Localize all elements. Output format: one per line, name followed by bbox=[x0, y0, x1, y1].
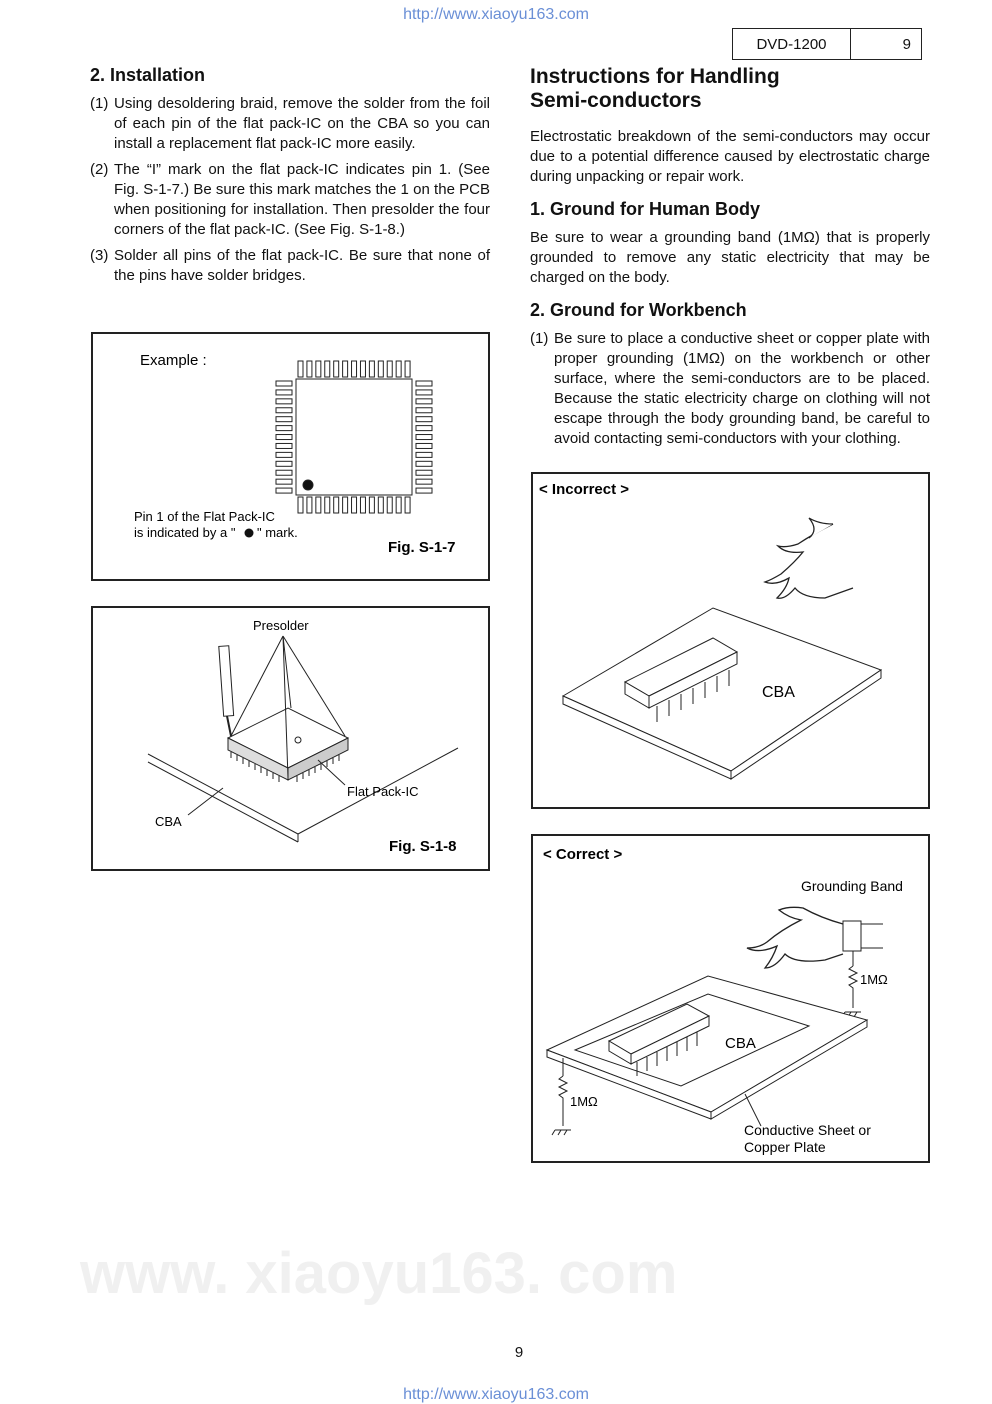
ic-pin bbox=[276, 399, 292, 404]
pin1-note-a: is indicated by a " bbox=[134, 525, 236, 540]
ic-pin bbox=[325, 497, 330, 513]
ic-body bbox=[296, 379, 412, 495]
human-body-title: 1. Ground for Human Body bbox=[530, 199, 761, 219]
ic-pin bbox=[416, 452, 432, 457]
ic-pin bbox=[352, 361, 357, 377]
ic-pin bbox=[369, 361, 374, 377]
ic-pin bbox=[378, 361, 383, 377]
ic-pin bbox=[276, 426, 292, 431]
list-item: (3) Solder all pins of the flat pack-IC. Be sure that none of the pins have solder bridges. bbox=[90, 247, 490, 284]
top-url[interactable]: http://www.xiaoyu163.com bbox=[403, 6, 589, 23]
figure-caption: Fig. S-1-8 bbox=[389, 838, 457, 855]
incorrect-figure bbox=[531, 472, 930, 809]
ic-pin bbox=[298, 361, 303, 377]
flat-pack-ic-diagram bbox=[93, 334, 488, 579]
ic-pin bbox=[387, 497, 392, 513]
ic-pin bbox=[325, 361, 330, 377]
ic-pin bbox=[360, 497, 365, 513]
model-number: DVD-1200 bbox=[733, 29, 851, 59]
pin1-dot-icon bbox=[245, 529, 254, 538]
resistor1-label: 1MΩ bbox=[860, 972, 888, 987]
wrist-band-icon bbox=[843, 921, 861, 951]
watermark: www. xiaoyu163. com bbox=[80, 1241, 678, 1306]
header-page-number: 9 bbox=[902, 35, 911, 53]
handling-title: Instructions for Handling Semi-conductors bbox=[530, 65, 780, 112]
hand-icon bbox=[765, 518, 853, 598]
ic-pin bbox=[316, 497, 321, 513]
intro-text: Electrostatic breakdown of the semi-conductors may occur due to a potential difference caused by electrostatic charge during unpacking or repair work. bbox=[530, 128, 930, 185]
ic-pin bbox=[416, 488, 432, 493]
cba-label: CBA bbox=[762, 684, 795, 701]
ic-pin bbox=[352, 497, 357, 513]
hand-icon bbox=[747, 907, 843, 968]
ic-pin bbox=[316, 361, 321, 377]
flatpack-label: Flat Pack-IC bbox=[347, 784, 419, 799]
ic-pin bbox=[405, 497, 410, 513]
pin1-note: Pin 1 of the Flat Pack-IC bbox=[134, 509, 275, 524]
correct-figure bbox=[531, 834, 930, 1163]
ic-pin bbox=[334, 361, 339, 377]
workbench-title: 2. Ground for Workbench bbox=[530, 300, 747, 320]
list-item: (1) Using desoldering braid, remove the solder from the foil of each pin of the flat pack-IC on the CBA so you can install a replacement flat pack-IC more easily. bbox=[90, 95, 490, 152]
list-item: (1) Be sure to place a conductive sheet or copper plate with proper grounding (1MΩ) on the workbench or other surface, where the semi-conductors are to be placed. Because the static electricity charge on clothing will not escape through the body grounding band, be careful to avoid contacting semi-conductors with your clothing. bbox=[530, 330, 930, 447]
ic-pin bbox=[416, 443, 432, 448]
figure-s-1-8 bbox=[91, 606, 490, 871]
ic-pin bbox=[276, 452, 292, 457]
pin1-mark-icon bbox=[295, 737, 301, 743]
figure-caption: Fig. S-1-7 bbox=[388, 539, 456, 556]
ic-pin bbox=[276, 488, 292, 493]
grounding-band-label: Grounding Band bbox=[801, 878, 903, 894]
ic-pin bbox=[405, 361, 410, 377]
ic-pin bbox=[387, 361, 392, 377]
correct-diagram bbox=[533, 836, 928, 1161]
ic-pin bbox=[276, 461, 292, 466]
ic-pin bbox=[276, 470, 292, 475]
ic-pin bbox=[416, 426, 432, 431]
ic-pin bbox=[334, 497, 339, 513]
incorrect-diagram bbox=[533, 474, 928, 807]
ic-pin bbox=[276, 390, 292, 395]
cba-label: CBA bbox=[725, 1035, 756, 1052]
resistor2-label: 1MΩ bbox=[570, 1094, 598, 1109]
cba-label: CBA bbox=[155, 814, 182, 829]
installation-title: 2. Installation bbox=[90, 65, 206, 85]
right-column bbox=[530, 65, 930, 455]
ic-pin bbox=[276, 381, 292, 386]
correct-label: < Correct > bbox=[543, 846, 623, 863]
presolder-diagram bbox=[93, 608, 488, 869]
example-label: Example : bbox=[140, 352, 207, 369]
ic-pin bbox=[298, 497, 303, 513]
sheet-label-1: Conductive Sheet or bbox=[744, 1122, 871, 1138]
header-box bbox=[732, 28, 922, 60]
left-column bbox=[90, 65, 490, 292]
ic-pin bbox=[360, 361, 365, 377]
ic-pin bbox=[276, 479, 292, 484]
ic-pin bbox=[307, 497, 312, 513]
ic-pin bbox=[396, 497, 401, 513]
ic-pin bbox=[416, 435, 432, 440]
pin1-dot-icon bbox=[303, 480, 313, 490]
ic-pin bbox=[378, 497, 383, 513]
page-number: 9 bbox=[514, 1344, 524, 1361]
ic-pin bbox=[416, 408, 432, 413]
ic-pin bbox=[416, 461, 432, 466]
ic-pin bbox=[416, 390, 432, 395]
ic-pin bbox=[416, 417, 432, 422]
ic-pin bbox=[369, 497, 374, 513]
ic-pin bbox=[396, 361, 401, 377]
ic-pin bbox=[416, 399, 432, 404]
ic-pin bbox=[343, 361, 348, 377]
pin1-note-b: " mark. bbox=[257, 525, 298, 540]
incorrect-label: < Incorrect > bbox=[539, 481, 630, 498]
ic-pin bbox=[276, 417, 292, 422]
list-item: (2) The “I” mark on the flat pack-IC indicates pin 1. (See Fig. S-1-7.) Be sure this mark matches the 1 on the PCB when positioning for installation. Then presolder the four corners of the flat pack-IC. (See Fig. S-1-8.) bbox=[90, 161, 490, 238]
ic-pin bbox=[416, 479, 432, 484]
human-body-text: Be sure to wear a grounding band (1MΩ) that is properly grounded to remove any static electricity that may be charged on the body. bbox=[530, 229, 930, 286]
ic-pin bbox=[276, 408, 292, 413]
ic-pin bbox=[276, 443, 292, 448]
ic-pin bbox=[343, 497, 348, 513]
figure-s-1-7 bbox=[91, 332, 490, 581]
ic-pin bbox=[307, 361, 312, 377]
sheet-label-2: Copper Plate bbox=[744, 1139, 826, 1155]
ic-pin bbox=[416, 470, 432, 475]
presolder-label: Presolder bbox=[253, 618, 309, 633]
ic-pin bbox=[416, 381, 432, 386]
bottom-url[interactable]: http://www.xiaoyu163.com bbox=[403, 1386, 589, 1403]
ic-pin bbox=[276, 435, 292, 440]
